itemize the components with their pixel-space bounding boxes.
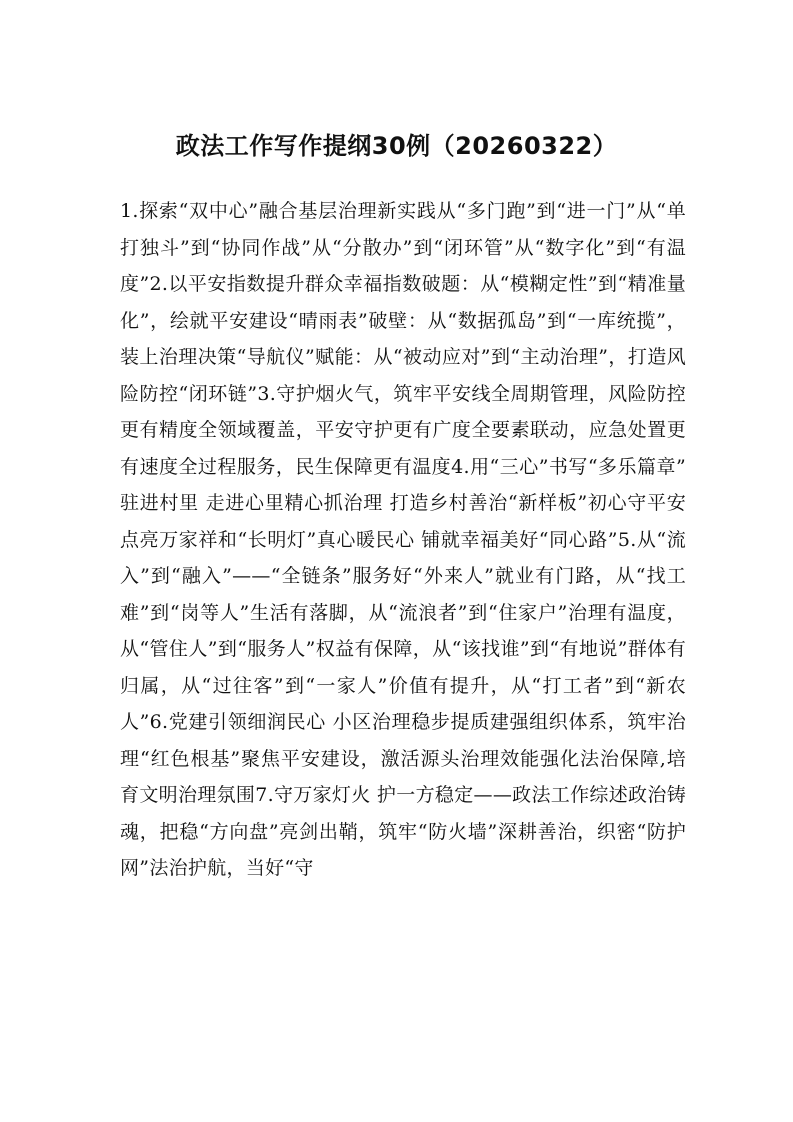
document-body-text: 1.探索“双中心”融合基层治理新实践从“多门跑”到“进一门”从“单打独斗”到“协同作战”从“分散办”到“闭环管”从“数字化”到“有温度”2.以平安指数提升群众幸福指数破题：从“模糊定性”到“精准量化”，绘就平安建设“晴雨表”破壁：从“数据孤岛”到“一库统揽”，装上治理决策“导航仪”赋能：从“被动应对”到“主动治理”，打造风险防控“闭环链”3.守护烟火气，筑牢平安线全周期管理，风险防控更有精度全领域覆盖，平安守护更有广度全要素联动，应急处置更有速度全过程服务，民生保障更有温度4.用“三心”书写“多乐篇章” 驻进村里 走进心里精心抓治理 打造乡村善治“新样板”初心守平安 点亮万家祥和“长明灯”真心暖民心 铺就幸福美好“同心路”5.从“流入”到“融入”——“全链条”服务好“外来人”就业有门路，从“找工难”到“岗等人”生活有落脚，从“流浪者”到“住家户”治理有温度，从“管住人”到“服务人”权益有保障，从“该找谁”到“有地说”群体有归属，从“过往客”到“一家人”价值有提升，从“打工者”到“新农人”6.党建引领细润民心 小区治理稳步提质建强组织体系，筑牢治理“红色根基”聚焦平安建设，激活源头治理效能强化法治保障,培育文明治理氛围7.守万家灯火 护一方稳定——政法工作综述政治铸魂，把稳“方向盘”亮剑出鞘，筑牢“防火墙”深耕善治，织密“防护网”法治护航，当好“守 xyxy=(120,200,686,879)
document-title: 政法工作写作提纲30例（20260322） xyxy=(175,132,618,160)
